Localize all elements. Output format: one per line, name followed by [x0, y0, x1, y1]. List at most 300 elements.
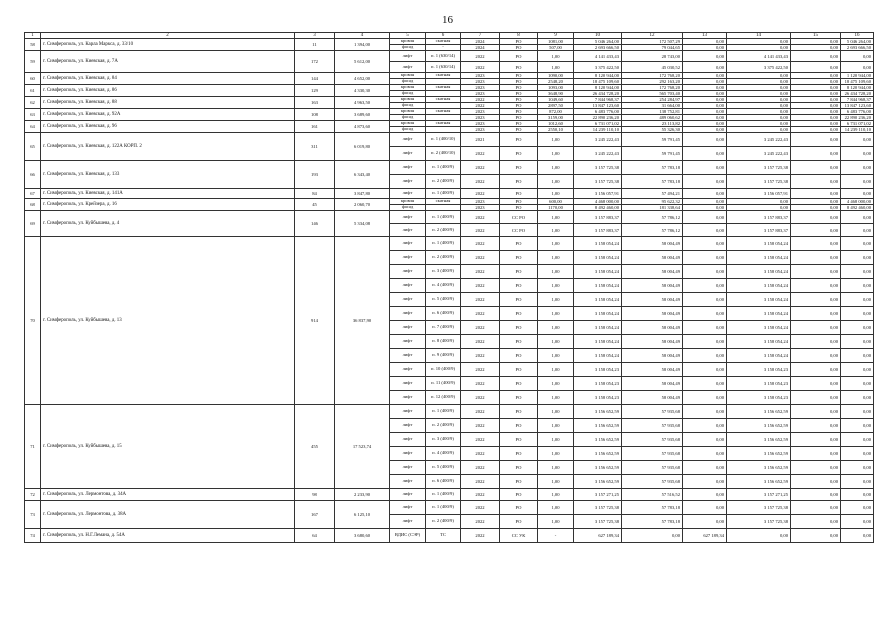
work-c7-cell: 2023: [461, 205, 500, 211]
work-c14-cell: 3 157 725,38: [727, 175, 791, 189]
work-c16-cell: 0,00: [841, 475, 874, 489]
row-number-cell: 64: [25, 121, 41, 133]
work-c9-cell: 1,00: [538, 515, 574, 529]
work-c9-cell: 1,00: [538, 433, 574, 447]
work-c16-cell: 0,00: [841, 321, 874, 335]
work-c7-cell: 2022: [461, 224, 500, 237]
work-c10-cell: 3 156 652,59: [574, 475, 622, 489]
work-c8-cell: РО: [500, 321, 538, 335]
work-c6-cell: п. 5 (400/9): [426, 461, 461, 475]
work-c10-cell: 3 157 725,38: [574, 501, 622, 515]
work-c14-cell: 3 157 271,25: [727, 489, 791, 501]
work-c8-cell: РО: [500, 405, 538, 419]
work-c15-cell: 0,00: [791, 91, 841, 97]
address-cell: г. Симферополь, ул. Киевская, д. 92А: [41, 109, 295, 121]
row-number-cell: 67: [25, 189, 41, 199]
work-c13-cell: 0,00: [683, 377, 727, 391]
work-c6-cell: п. 2 (400/10): [426, 147, 461, 161]
work-c13-cell: 0,00: [683, 405, 727, 419]
work-c16-cell: 0,00: [841, 293, 874, 307]
work-c7-cell: 2022: [461, 51, 500, 62]
work-c15-cell: 0,00: [791, 39, 841, 45]
apartments-cell: 455: [295, 405, 335, 489]
work-c5-cell: лифт: [390, 211, 426, 224]
work-c15-cell: 0,00: [791, 121, 841, 127]
work-c16-cell: 0,00: [841, 51, 874, 62]
row-number-cell: 63: [25, 109, 41, 121]
table-row: [25, 51, 874, 62]
work-c5-cell: фасад: [390, 127, 426, 133]
table-row: [25, 133, 874, 147]
work-c15-cell: 0,00: [791, 489, 841, 501]
work-c15-cell: 0,00: [791, 529, 841, 543]
work-c5-cell: кровля: [390, 121, 426, 127]
work-c14-cell: 3 156 652,59: [727, 419, 791, 433]
table-row: [25, 501, 874, 515]
work-c7-cell: 2022: [461, 377, 500, 391]
work-c10-cell: 13 847 123,60: [574, 103, 622, 109]
work-c14-cell: 3 156 652,59: [727, 461, 791, 475]
work-c13-cell: 0,00: [683, 205, 727, 211]
work-c15-cell: 0,00: [791, 265, 841, 279]
work-c8-cell: РО: [500, 205, 538, 211]
work-c14-cell: 0,00: [727, 91, 791, 97]
work-c5-cell: лифт: [390, 363, 426, 377]
work-c5-cell: лифт: [390, 279, 426, 293]
address-cell: г. Симферополь, ул. Крейзера, д. 16: [41, 199, 295, 211]
work-c10-cell: 5 046 264,00: [574, 39, 622, 45]
work-c8-cell: РО: [500, 489, 538, 501]
area-cell: 3 680,60: [335, 529, 390, 543]
work-c7-cell: 2022: [461, 405, 500, 419]
work-c15-cell: 0,00: [791, 377, 841, 391]
work-c6-cell: п. 2 (400/9): [426, 515, 461, 529]
work-c13-cell: 0,00: [683, 515, 727, 529]
work-c12-cell: 58 004,49: [622, 377, 683, 391]
apartments-cell: 98: [295, 489, 335, 501]
work-c10-cell: 3 156 057,91: [574, 189, 622, 199]
work-c10-cell: 3 157 883,37: [574, 211, 622, 224]
work-c7-cell: 2021: [461, 133, 500, 147]
work-c5-cell: лифт: [390, 433, 426, 447]
work-c8-cell: РО: [500, 293, 538, 307]
work-c8-cell: РО: [500, 335, 538, 349]
area-cell: 4 873,60: [335, 121, 390, 133]
work-c15-cell: 0,00: [791, 515, 841, 529]
row-number-cell: 59: [25, 51, 41, 73]
work-c14-cell: 3 157 725,38: [727, 515, 791, 529]
area-cell: 5 612,00: [335, 51, 390, 73]
work-c12-cell: 57 783,18: [622, 501, 683, 515]
work-c14-cell: 3 157 883,37: [727, 224, 791, 237]
work-c16-cell: 0,00: [841, 279, 874, 293]
row-number-cell: 66: [25, 161, 41, 189]
column-number: 8: [500, 33, 538, 39]
work-c7-cell: 2023: [461, 79, 500, 85]
work-c13-cell: 0,00: [683, 211, 727, 224]
work-c13-cell: 0,00: [683, 199, 727, 205]
work-c7-cell: 2022: [461, 237, 500, 251]
work-c8-cell: РО: [500, 419, 538, 433]
work-c14-cell: 3 158 054,24: [727, 265, 791, 279]
work-c13-cell: 0,00: [683, 51, 727, 62]
work-c14-cell: 3 157 883,37: [727, 211, 791, 224]
work-c15-cell: 0,00: [791, 103, 841, 109]
work-c13-cell: 0,00: [683, 501, 727, 515]
work-c6-cell: п. 1 (400/9): [426, 237, 461, 251]
address-cell: г. Симферополь, ул. Киевская, д. 122А КОРП. 2: [41, 133, 295, 161]
work-c16-cell: 8 492 460,00: [841, 205, 874, 211]
work-c16-cell: 14 239 110,10: [841, 127, 874, 133]
work-c14-cell: 0,00: [727, 103, 791, 109]
work-c10-cell: 3 157 725,38: [574, 175, 622, 189]
work-c5-cell: лифт: [390, 147, 426, 161]
work-c14-cell: 3 158 054,24: [727, 237, 791, 251]
apartments-cell: 144: [295, 73, 335, 85]
work-c15-cell: 0,00: [791, 501, 841, 515]
work-c10-cell: 3 157 883,37: [574, 224, 622, 237]
work-c12-cell: 58 004,49: [622, 293, 683, 307]
work-c15-cell: 0,00: [791, 447, 841, 461]
work-c5-cell: фасад: [390, 115, 426, 121]
row-number-cell: 58: [25, 39, 41, 51]
apartments-cell: 172: [295, 51, 335, 73]
work-c14-cell: 0,00: [727, 199, 791, 205]
work-c10-cell: 8 120 944,00: [574, 73, 622, 79]
column-number: 14: [727, 33, 791, 39]
address-cell: г. Симферополь, ул. Лермонтова, д. 34А: [41, 489, 295, 501]
work-c16-cell: 0,00: [841, 62, 874, 73]
work-c15-cell: 0,00: [791, 419, 841, 433]
apartments-cell: 84: [295, 189, 335, 199]
work-c9-cell: 1,00: [538, 419, 574, 433]
work-c12-cell: 58 004,49: [622, 237, 683, 251]
work-c14-cell: 0,00: [727, 97, 791, 103]
table-row: [25, 211, 874, 224]
work-c8-cell: РО: [500, 391, 538, 405]
work-c9-cell: 1,00: [538, 349, 574, 363]
work-c16-cell: 0,00: [841, 175, 874, 189]
work-c13-cell: 0,00: [683, 349, 727, 363]
work-c14-cell: 3 158 054,23: [727, 377, 791, 391]
work-c8-cell: РО: [500, 475, 538, 489]
work-c12-cell: 57 783,18: [622, 175, 683, 189]
work-c14-cell: 0,00: [727, 205, 791, 211]
work-c6-cell: -: [426, 45, 461, 51]
work-c15-cell: 0,00: [791, 109, 841, 115]
work-c12-cell: 55 326,30: [622, 127, 683, 133]
work-c13-cell: 0,00: [683, 62, 727, 73]
work-c5-cell: лифт: [390, 251, 426, 265]
work-c7-cell: 2022: [461, 419, 500, 433]
work-c8-cell: РО: [500, 103, 538, 109]
area-cell: 3 847,80: [335, 189, 390, 199]
column-number: 1: [25, 33, 41, 39]
area-cell: 6 125,10: [335, 501, 390, 529]
work-c8-cell: РО: [500, 97, 538, 103]
work-c15-cell: 0,00: [791, 205, 841, 211]
work-c8-cell: РО: [500, 115, 538, 121]
work-c14-cell: 3 158 054,23: [727, 363, 791, 377]
work-c15-cell: 0,00: [791, 279, 841, 293]
work-c5-cell: лифт: [390, 133, 426, 147]
work-c16-cell: 0,00: [841, 189, 874, 199]
work-c10-cell: 3 158 054,24: [574, 335, 622, 349]
row-number-cell: 71: [25, 405, 41, 489]
work-c12-cell: 59 791,45: [622, 147, 683, 161]
work-c13-cell: 0,00: [683, 85, 727, 91]
work-c5-cell: лифт: [390, 265, 426, 279]
work-c15-cell: 0,00: [791, 97, 841, 103]
work-c7-cell: 2022: [461, 307, 500, 321]
work-c12-cell: 58 004,49: [622, 307, 683, 321]
work-c12-cell: 58 004,49: [622, 391, 683, 405]
capital-repair-register-table: [24, 32, 874, 543]
apartments-cell: 146: [295, 211, 335, 237]
work-c5-cell: лифт: [390, 321, 426, 335]
work-c10-cell: 8 492 460,00: [574, 205, 622, 211]
work-c12-cell: 172 768,20: [622, 85, 683, 91]
work-c14-cell: 0,00: [727, 45, 791, 51]
work-c5-cell: лифт: [390, 175, 426, 189]
table-row: [25, 161, 874, 175]
work-c8-cell: РО: [500, 109, 538, 115]
work-c6-cell: п. 11 (400/9): [426, 377, 461, 391]
work-c16-cell: 0,00: [841, 405, 874, 419]
work-c8-cell: РО: [500, 461, 538, 475]
work-c9-cell: 1,00: [538, 489, 574, 501]
work-c14-cell: 3 156 057,91: [727, 189, 791, 199]
apartments-cell: 11: [295, 39, 335, 51]
apartments-cell: 193: [295, 161, 335, 189]
work-c13-cell: 0,00: [683, 224, 727, 237]
work-c16-cell: 0,00: [841, 529, 874, 543]
work-c14-cell: 0,00: [727, 73, 791, 79]
address-cell: г. Симферополь, ул. Киевская, д. 88: [41, 97, 295, 109]
work-c9-cell: 507,00: [538, 45, 574, 51]
work-c5-cell: лифт: [390, 307, 426, 321]
work-c13-cell: 0,00: [683, 293, 727, 307]
work-c12-cell: 95 622,32: [622, 199, 683, 205]
column-number: 15: [791, 33, 841, 39]
work-c16-cell: 26 434 728,20: [841, 91, 874, 97]
work-c8-cell: РО: [500, 433, 538, 447]
work-c6-cell: п. 4 (400/9): [426, 447, 461, 461]
work-c12-cell: 489 060,62: [622, 115, 683, 121]
work-c14-cell: 3 158 054,24: [727, 349, 791, 363]
work-c16-cell: 13 847 123,60: [841, 103, 874, 109]
work-c10-cell: 3 158 054,24: [574, 237, 622, 251]
work-c8-cell: СС РО: [500, 224, 538, 237]
column-number: 7: [461, 33, 500, 39]
work-c15-cell: 0,00: [791, 433, 841, 447]
work-c15-cell: 0,00: [791, 161, 841, 175]
work-c13-cell: 0,00: [683, 237, 727, 251]
work-c6-cell: п. 2 (400/9): [426, 251, 461, 265]
work-c13-cell: 0,00: [683, 391, 727, 405]
work-c10-cell: 3 158 054,23: [574, 377, 622, 391]
work-c7-cell: 2022: [461, 363, 500, 377]
work-c6-cell: ТС: [426, 529, 461, 543]
work-c9-cell: 1,00: [538, 377, 574, 391]
work-c12-cell: 0,00: [622, 529, 683, 543]
work-c8-cell: РО: [500, 39, 538, 45]
apartments-cell: 163: [295, 97, 335, 109]
work-c10-cell: 3 375 422,50: [574, 62, 622, 73]
work-c14-cell: 3 156 652,59: [727, 405, 791, 419]
work-c12-cell: 58 004,49: [622, 363, 683, 377]
work-c7-cell: 2022: [461, 103, 500, 109]
page-number: 16: [442, 14, 453, 26]
work-c9-cell: 1,00: [538, 307, 574, 321]
work-c8-cell: РО: [500, 363, 538, 377]
column-number: 2: [41, 33, 295, 39]
work-c6-cell: скатная: [426, 109, 461, 115]
work-c10-cell: 2 693 666,50: [574, 45, 622, 51]
column-number: 3: [295, 33, 335, 39]
work-c8-cell: РО: [500, 175, 538, 189]
work-c16-cell: 0,00: [841, 237, 874, 251]
work-c10-cell: 3 156 652,59: [574, 433, 622, 447]
work-c6-cell: п. 3 (400/9): [426, 265, 461, 279]
work-c7-cell: 2023: [461, 85, 500, 91]
work-c6-cell: п. 10 (400/9): [426, 363, 461, 377]
work-c13-cell: 0,00: [683, 175, 727, 189]
work-c12-cell: 57 935,68: [622, 447, 683, 461]
work-c5-cell: фасад: [390, 205, 426, 211]
address-cell: г. Симферополь, ул. Карла Маркса, д. 33/10: [41, 39, 295, 51]
work-c7-cell: 2022: [461, 501, 500, 515]
work-c8-cell: РО: [500, 62, 538, 73]
area-cell: 2 233,90: [335, 489, 390, 501]
work-c13-cell: 0,00: [683, 73, 727, 79]
work-c16-cell: 6 731 071,02: [841, 121, 874, 127]
work-c12-cell: 57 783,18: [622, 515, 683, 529]
work-c10-cell: 4 468 000,00: [574, 199, 622, 205]
work-c6-cell: п. 4 (400/9): [426, 279, 461, 293]
work-c10-cell: 8 120 944,00: [574, 85, 622, 91]
work-c16-cell: 0,00: [841, 433, 874, 447]
work-c13-cell: 0,00: [683, 251, 727, 265]
work-c12-cell: 57 783,18: [622, 161, 683, 175]
work-c8-cell: РО: [500, 189, 538, 199]
address-cell: г. Симферополь, ул. Киевская, д. 86: [41, 85, 295, 97]
work-c14-cell: 3 157 725,38: [727, 161, 791, 175]
work-c6-cell: п. 2 (400/9): [426, 175, 461, 189]
work-c9-cell: 1090,00: [538, 73, 574, 79]
work-c16-cell: 0,00: [841, 447, 874, 461]
work-c16-cell: 6 483 776,00: [841, 109, 874, 115]
work-c16-cell: 0,00: [841, 391, 874, 405]
work-c12-cell: 57 786,12: [622, 211, 683, 224]
work-c12-cell: 59 791,45: [622, 133, 683, 147]
work-c9-cell: 1,00: [538, 391, 574, 405]
table-row: [25, 529, 874, 543]
work-c10-cell: 3 158 054,24: [574, 251, 622, 265]
work-c15-cell: 0,00: [791, 405, 841, 419]
work-c10-cell: 3 158 054,23: [574, 391, 622, 405]
work-c5-cell: лифт: [390, 189, 426, 199]
work-c10-cell: 3 158 054,24: [574, 293, 622, 307]
work-c6-cell: п. 12 (400/9): [426, 391, 461, 405]
work-c9-cell: 1170,00: [538, 205, 574, 211]
work-c7-cell: 2022: [461, 515, 500, 529]
work-c6-cell: п. 6 (400/9): [426, 307, 461, 321]
work-c12-cell: 254 284,97: [622, 97, 683, 103]
work-c12-cell: 57 935,68: [622, 475, 683, 489]
work-c6-cell: п. 1 (400/9): [426, 501, 461, 515]
work-c12-cell: 172 507,29: [622, 39, 683, 45]
work-c10-cell: 7 844 968,37: [574, 97, 622, 103]
work-c8-cell: РО: [500, 199, 538, 205]
work-c16-cell: 22 890 236,20: [841, 115, 874, 121]
work-c6-cell: п. 1 (400/9): [426, 211, 461, 224]
work-c15-cell: 0,00: [791, 45, 841, 51]
work-c6-cell: п. 1 (400/9): [426, 489, 461, 501]
work-c15-cell: 0,00: [791, 349, 841, 363]
work-c13-cell: 0,00: [683, 279, 727, 293]
work-c10-cell: 3 158 054,24: [574, 349, 622, 363]
work-c6-cell: п. 1 (400/9): [426, 189, 461, 199]
work-c10-cell: 18 475 109,60: [574, 79, 622, 85]
work-c9-cell: 1,00: [538, 224, 574, 237]
work-c12-cell: 31 664,00: [622, 103, 683, 109]
work-c12-cell: 292 163,20: [622, 79, 683, 85]
work-c16-cell: 0,00: [841, 377, 874, 391]
work-c10-cell: 3 158 054,24: [574, 321, 622, 335]
work-c14-cell: 0,00: [727, 39, 791, 45]
work-c13-cell: 627 189,34: [683, 529, 727, 543]
work-c14-cell: 0,00: [727, 79, 791, 85]
work-c16-cell: 0,00: [841, 419, 874, 433]
address-cell: г. Симферополь, ул. Киевская, д. 133: [41, 161, 295, 189]
work-c13-cell: 0,00: [683, 133, 727, 147]
area-cell: 4 330,30: [335, 85, 390, 97]
work-c15-cell: 0,00: [791, 237, 841, 251]
work-c6-cell: п. 1 (400/9): [426, 405, 461, 419]
work-c15-cell: 0,00: [791, 51, 841, 62]
work-c15-cell: 0,00: [791, 147, 841, 161]
work-c7-cell: 2022: [461, 349, 500, 363]
work-c16-cell: 0,00: [841, 489, 874, 501]
work-c10-cell: 3 158 054,24: [574, 265, 622, 279]
work-c8-cell: РО: [500, 265, 538, 279]
work-c9-cell: 2550,10: [538, 127, 574, 133]
address-cell: г. Симферополь, ул. Лермонтова, д. 38А: [41, 501, 295, 529]
work-c8-cell: РО: [500, 133, 538, 147]
work-c9-cell: 1,00: [538, 251, 574, 265]
work-c6-cell: п. 1 (400/9): [426, 161, 461, 175]
work-c7-cell: 2022: [461, 97, 500, 103]
work-c7-cell: 2022: [461, 251, 500, 265]
work-c5-cell: кровля: [390, 199, 426, 205]
work-c7-cell: 2022: [461, 475, 500, 489]
work-c7-cell: 2022: [461, 293, 500, 307]
work-c9-cell: 1,00: [538, 501, 574, 515]
work-c7-cell: 2022: [461, 279, 500, 293]
apartments-cell: 45: [295, 199, 335, 211]
work-c14-cell: 3 157 725,38: [727, 501, 791, 515]
column-number: 13: [683, 33, 727, 39]
work-c16-cell: 2 693 666,50: [841, 45, 874, 51]
work-c9-cell: 1,00: [538, 335, 574, 349]
work-c8-cell: СС РО: [500, 211, 538, 224]
work-c9-cell: 1,00: [538, 211, 574, 224]
work-c9-cell: 1012,60: [538, 121, 574, 127]
work-c7-cell: 2023: [461, 109, 500, 115]
work-c14-cell: 3 156 652,59: [727, 433, 791, 447]
apartments-cell: 64: [295, 529, 335, 543]
